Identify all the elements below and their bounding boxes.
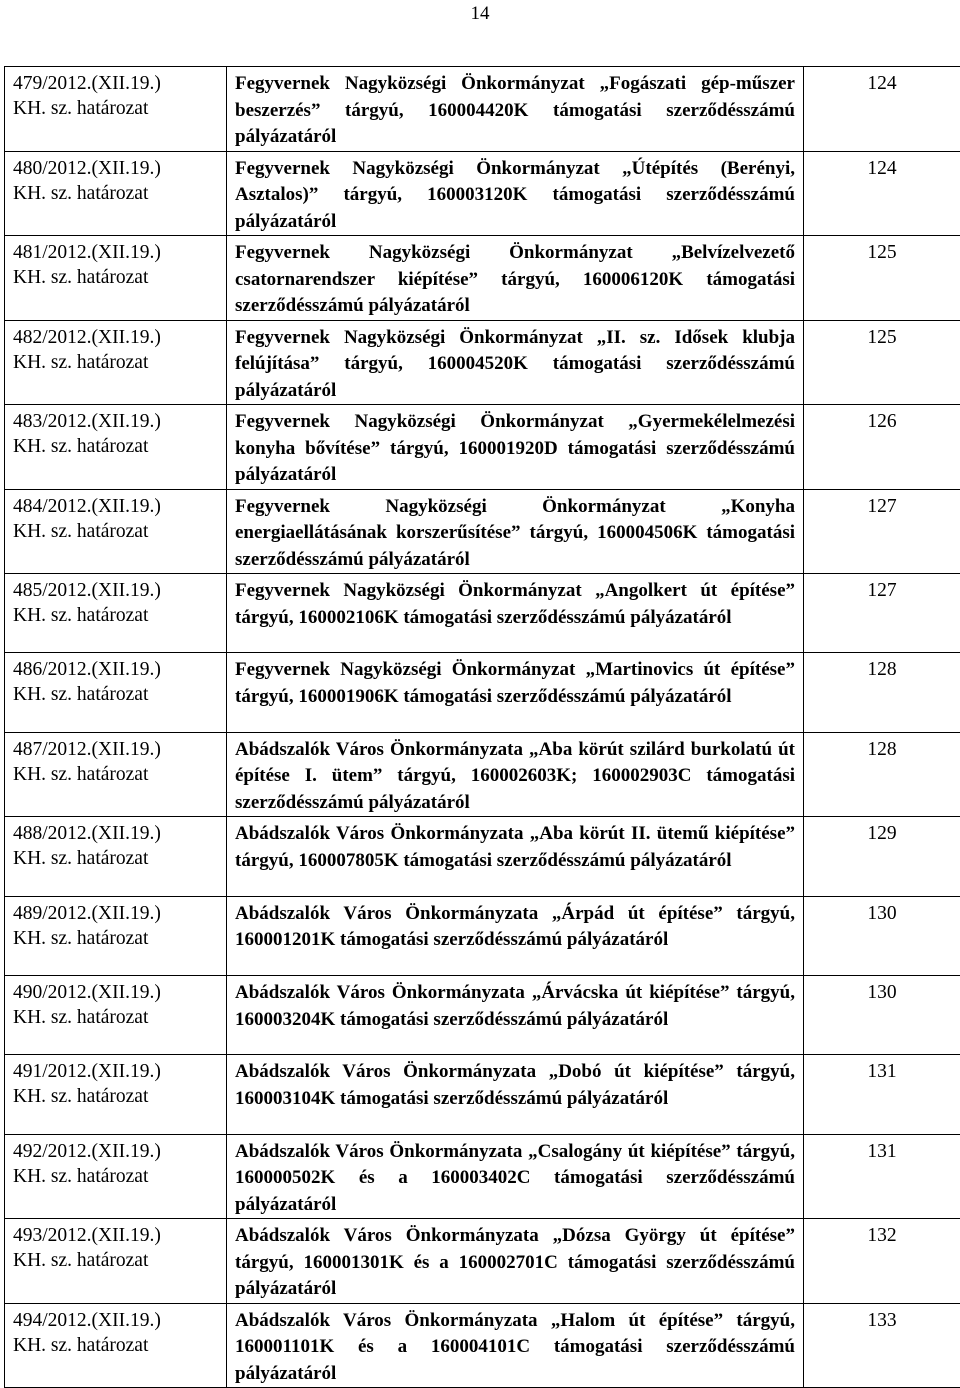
resolution-description: Fegyvernek Nagyközségi Önkormányzat „Belvízelvezető csatornarendszer kiépítése” tárgyú, 160006120K támogatási szerződésszámú pályázatáról [227,236,804,321]
resolution-page: 124 [804,67,960,152]
resolution-id-cell [5,489,227,574]
resolutions-table-body [5,67,960,1388]
resolution-page: 124 [804,151,960,236]
resolution-description: Abádszalók Város Önkormányzata „Csalogány út kiépítése” tárgyú, 160000502K és a 160003402C támogatási szerződésszámú pályázatáról [227,1134,804,1219]
table-row [5,67,960,152]
resolution-page: 131 [804,1055,960,1134]
table-row [5,653,960,732]
resolution-number: 480/2012.(XII.19.) [13,156,218,181]
resolution-id-cell [5,236,227,321]
resolution-number: 491/2012.(XII.19.) [13,1059,218,1084]
resolution-page: 130 [804,896,960,975]
resolution-type: KH. sz. határozat [13,265,218,290]
table-row [5,1055,960,1134]
table-row [5,817,960,896]
resolution-type: KH. sz. határozat [13,1333,218,1358]
resolution-type: KH. sz. határozat [13,1005,218,1030]
resolution-page: 131 [804,1134,960,1219]
table-row [5,151,960,236]
resolution-type: KH. sz. határozat [13,1248,218,1273]
resolution-description: Abádszalók Város Önkormányzata „Árpád út építése” tárgyú, 160001201K támogatási szerződésszámú pályázatáról [227,896,804,975]
resolution-id-cell [5,67,227,152]
resolution-number: 490/2012.(XII.19.) [13,980,218,1005]
resolution-id-cell [5,653,227,732]
resolution-description: Abádszalók Város Önkormányzata „Aba körút II. ütemű kiépítése” tárgyú, 160007805K támogatási szerződésszámú pályázatáról [227,817,804,896]
resolution-number: 489/2012.(XII.19.) [13,901,218,926]
resolution-id-cell [5,976,227,1055]
resolution-description: Abádszalók Város Önkormányzata „Árvácska út kiépítése” tárgyú, 160003204K támogatási szerződésszámú pályázatáról [227,976,804,1055]
resolution-id-cell [5,896,227,975]
resolution-type: KH. sz. határozat [13,1084,218,1109]
resolution-description: Fegyvernek Nagyközségi Önkormányzat „Gyermekélelmezési konyha bővítése” tárgyú, 160001920D támogatási szerződésszámú pályázatáról [227,405,804,490]
resolution-number: 483/2012.(XII.19.) [13,409,218,434]
resolution-description: Fegyvernek Nagyközségi Önkormányzat „Angolkert út építése” tárgyú, 160002106K támogatási szerződésszámú pályázatáról [227,574,804,653]
resolution-id-cell [5,1134,227,1219]
resolution-description: Fegyvernek Nagyközségi Önkormányzat „Martinovics út építése” tárgyú, 160001906K támogatási szerződésszámú pályázatáról [227,653,804,732]
resolution-type: KH. sz. határozat [13,434,218,459]
table-row [5,320,960,405]
resolution-number: 492/2012.(XII.19.) [13,1139,218,1164]
resolution-description: Fegyvernek Nagyközségi Önkormányzat „II. sz. Idősek klubja felújítása” tárgyú, 160004520K támogatási szerződésszámú pályázatáról [227,320,804,405]
resolution-id-cell [5,405,227,490]
resolution-number: 482/2012.(XII.19.) [13,325,218,350]
resolution-page: 127 [804,489,960,574]
table-row [5,976,960,1055]
resolution-page: 127 [804,574,960,653]
resolution-number: 493/2012.(XII.19.) [13,1223,218,1248]
table-row [5,732,960,817]
resolution-description: Abádszalók Város Önkormányzata „Dózsa György út építése” tárgyú, 160001301K és a 160002701C támogatási szerződésszámú pályázatáról [227,1219,804,1304]
resolution-number: 488/2012.(XII.19.) [13,821,218,846]
table-row [5,1134,960,1219]
resolution-number: 479/2012.(XII.19.) [13,71,218,96]
resolution-description: Fegyvernek Nagyközségi Önkormányzat „Fogászati gép-műszer beszerzés” tárgyú, 160004420K támogatási szerződésszámú pályázatáról [227,67,804,152]
table-row [5,1303,960,1388]
resolution-id-cell [5,1219,227,1304]
resolution-page: 129 [804,817,960,896]
resolution-number: 487/2012.(XII.19.) [13,737,218,762]
resolution-number: 485/2012.(XII.19.) [13,578,218,603]
resolution-page: 125 [804,236,960,321]
resolution-description: Abádszalók Város Önkormányzata „Dobó út kiépítése” tárgyú, 160003104K támogatási szerződésszámú pályázatáról [227,1055,804,1134]
resolution-id-cell [5,1055,227,1134]
resolution-id-cell [5,574,227,653]
resolution-id-cell [5,320,227,405]
resolution-type: KH. sz. határozat [13,1164,218,1189]
resolution-type: KH. sz. határozat [13,682,218,707]
resolution-number: 494/2012.(XII.19.) [13,1308,218,1333]
resolution-id-cell [5,817,227,896]
resolution-number: 484/2012.(XII.19.) [13,494,218,519]
table-row [5,236,960,321]
page-number: 14 [0,0,960,30]
table-row [5,1219,960,1304]
resolution-type: KH. sz. határozat [13,96,218,121]
resolution-page: 128 [804,732,960,817]
table-row [5,405,960,490]
resolution-description: Abádszalók Város Önkormányzata „Halom út építése” tárgyú, 160001101K és a 160004101C támogatási szerződésszámú pályázatáról [227,1303,804,1388]
table-row [5,896,960,975]
resolution-id-cell [5,732,227,817]
resolution-type: KH. sz. határozat [13,762,218,787]
resolution-page: 133 [804,1303,960,1388]
resolution-page: 132 [804,1219,960,1304]
resolution-description: Fegyvernek Nagyközségi Önkormányzat „Útépítés (Berényi, Asztalos)” tárgyú, 160003120K támogatási szerződésszámú pályázatáról [227,151,804,236]
resolution-number: 481/2012.(XII.19.) [13,240,218,265]
resolution-type: KH. sz. határozat [13,519,218,544]
resolution-type: KH. sz. határozat [13,603,218,628]
resolution-page: 125 [804,320,960,405]
resolutions-table [4,66,960,1388]
resolution-number: 486/2012.(XII.19.) [13,657,218,682]
resolution-type: KH. sz. határozat [13,846,218,871]
resolution-type: KH. sz. határozat [13,350,218,375]
resolution-id-cell [5,151,227,236]
table-row [5,574,960,653]
resolution-page: 130 [804,976,960,1055]
resolution-id-cell [5,1303,227,1388]
resolution-description: Fegyvernek Nagyközségi Önkormányzat „Konyha energiaellátásának korszerűsítése” tárgyú, 160004506K támogatási szerződésszámú pályázatáról [227,489,804,574]
resolution-description: Abádszalók Város Önkormányzata „Aba körút szilárd burkolatú út építése I. ütem” tárgyú, 160002603K; 160002903C támogatási szerződésszámú pályázatáról [227,732,804,817]
table-row [5,489,960,574]
resolution-page: 128 [804,653,960,732]
resolution-type: KH. sz. határozat [13,181,218,206]
resolution-page: 126 [804,405,960,490]
resolution-type: KH. sz. határozat [13,926,218,951]
